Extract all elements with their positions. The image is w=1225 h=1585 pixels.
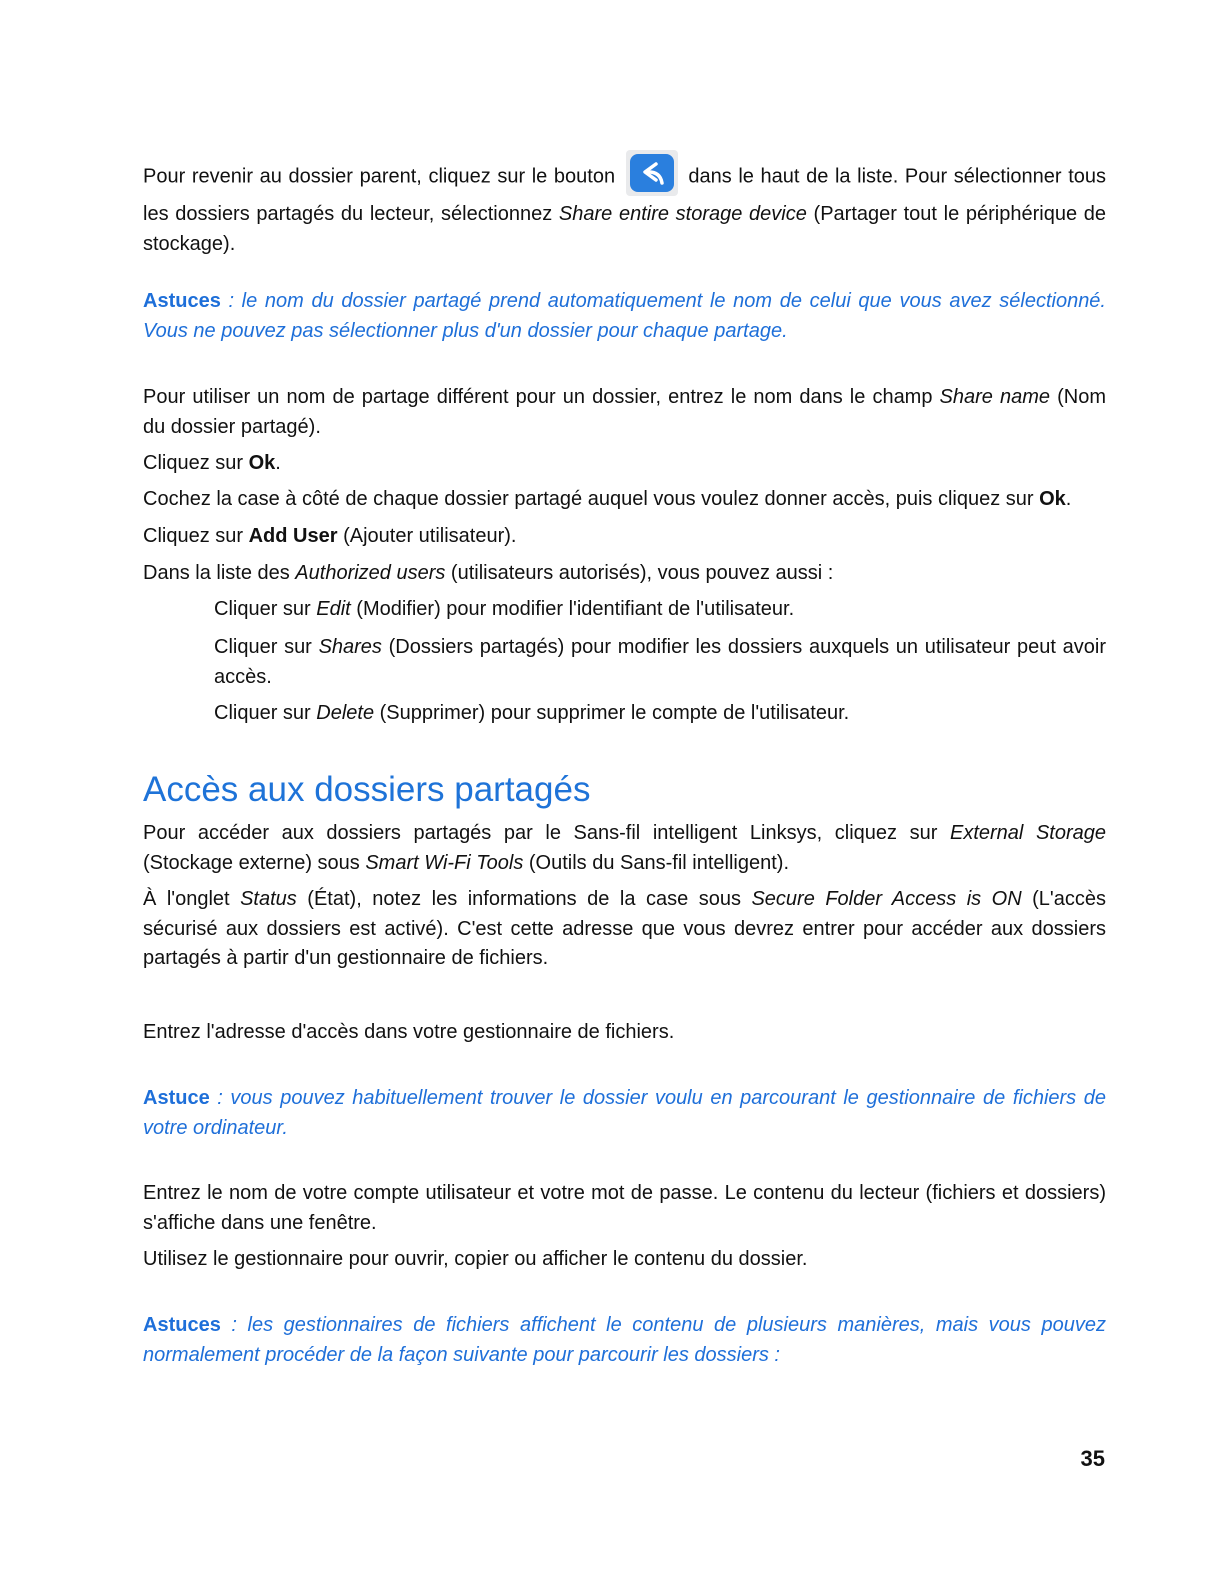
paragraph-check-folders: Cochez la case à côté de chaque dossier partagé auquel vous voulez donner accès, puis cliquez sur Ok.: [143, 488, 1072, 510]
page-number: 35: [1080, 1446, 1105, 1471]
paragraph-status-tab: À l'onglet Status (État), notez les informations de la case sous Secure Folder Access is ON (L'accès sécurisé aux dossiers est activé). C'est cette adresse que vous devrez entrer pour accéder aux dossiers partagés à partir d'un gestionnaire de fichiers.: [143, 888, 1106, 969]
paragraph-parent-folder: Pour revenir au dossier parent, cliquez sur le bouton dans le haut de la liste. Pour sélectionner tous les dossiers partagés du lecteur, sélectionnez Share entire storage device (Partager tout le périphérique de stockage).: [143, 154, 1106, 259]
tip-file-managers: Astuces : les gestionnaires de fichiers affichent le contenu de plusieurs manières, mais vous pouvez normalement procéder de la façon suivante pour parcourir les dossiers :: [143, 1314, 1106, 1366]
paragraph-external-storage: Pour accéder aux dossiers partagés par le Sans-fil intelligent Linksys, cliquez sur External Storage (Stockage externe) sous Smart Wi-Fi Tools (Outils du Sans-fil intelligent).: [143, 822, 1106, 874]
list-item-delete: Cliquer sur Delete (Supprimer) pour supprimer le compte de l'utilisateur.: [214, 702, 850, 724]
paragraph-click-ok: Cliquez sur Ok.: [143, 452, 281, 474]
back-arrow-icon: [626, 150, 678, 196]
paragraph-enter-address: Entrez l'adresse d'accès dans votre gestionnaire de fichiers.: [143, 1021, 675, 1043]
paragraph-use-manager: Utilisez le gestionnaire pour ouvrir, copier ou afficher le contenu du dossier.: [143, 1248, 808, 1270]
paragraph-enter-credentials: Entrez le nom de votre compte utilisateur et votre mot de passe. Le contenu du lecteur (fichiers et dossiers) s'affiche dans une fenêtre.: [143, 1182, 1106, 1234]
section-heading: Accès aux dossiers partagés: [143, 770, 591, 809]
paragraph-share-name: Pour utiliser un nom de partage différent pour un dossier, entrez le nom dans le champ Share name (Nom du dossier partagé).: [143, 386, 1106, 438]
tip-share-name: Astuces : le nom du dossier partagé prend automatiquement le nom de celui que vous avez sélectionné. Vous ne pouvez pas sélectionner plus d'un dossier pour chaque partage.: [143, 290, 1106, 342]
paragraph-authorized-users: Dans la liste des Authorized users (utilisateurs autorisés), vous pouvez aussi :: [143, 562, 834, 584]
paragraph-add-user: Cliquez sur Add User (Ajouter utilisateur).: [143, 525, 517, 547]
list-item-edit: Cliquer sur Edit (Modifier) pour modifier l'identifiant de l'utilisateur.: [214, 598, 795, 620]
list-item-shares: Cliquer sur Shares (Dossiers partagés) pour modifier les dossiers auxquels un utilisateur peut avoir accès.: [214, 636, 1106, 688]
tip-browse-folder: Astuce : vous pouvez habituellement trouver le dossier voulu en parcourant le gestionnaire de fichiers de votre ordinateur.: [143, 1087, 1106, 1139]
